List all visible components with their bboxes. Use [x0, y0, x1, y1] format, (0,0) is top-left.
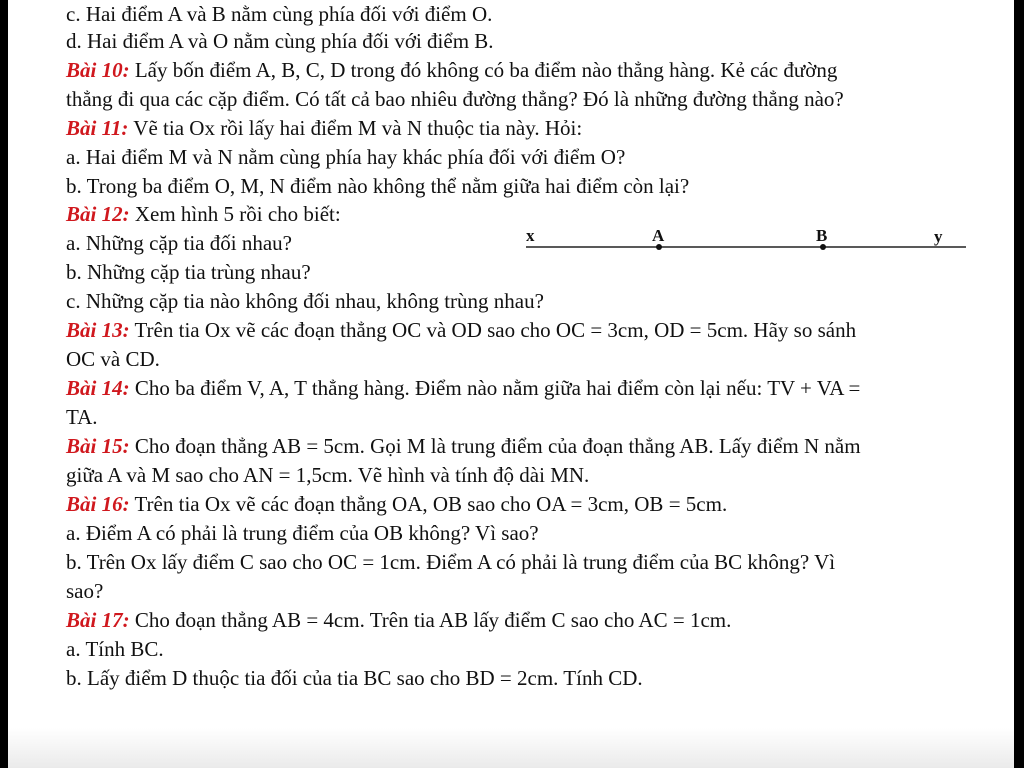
exercise-13-heading: Bài 13: Trên tia Ox vẽ các đoạn thẳng OC và OD sao cho OC = 3cm, OD = 5cm. Hãy so sánh — [66, 318, 857, 342]
figure-5-svg — [518, 222, 978, 262]
text-line: b. Trên Ox lấy điểm C sao cho OC = 1cm. Điểm A có phải là trung điểm của BC không? Vì — [66, 550, 836, 574]
text-line: a. Điểm A có phải là trung điểm của OB không? Vì sao? — [66, 521, 539, 545]
text-line: giữa A và M sao cho AN = 1,5cm. Vẽ hình và tính độ dài MN. — [66, 463, 590, 487]
text-line: c. Những cặp tia nào không đối nhau, không trùng nhau? — [66, 289, 544, 313]
exercise-label: Bài 12: — [66, 202, 130, 226]
exercise-label: Bài 13: — [66, 318, 130, 342]
exercise-12-heading: Bài 12: Xem hình 5 rồi cho biết: — [66, 202, 341, 226]
text-line: a. Những cặp tia đối nhau? — [66, 231, 292, 255]
text-line: thẳng đi qua các cặp điểm. Có tất cả bao nhiêu đường thẳng? Đó là những đường thẳng nào? — [66, 87, 844, 111]
exercise-11-heading: Bài 11: Vẽ tia Ox rồi lấy hai điểm M và N thuộc tia này. Hỏi: — [66, 116, 583, 140]
text-line: TA. — [66, 405, 98, 429]
exercise-14-heading: Bài 14: Cho ba điểm V, A, T thẳng hàng. Điểm nào nằm giữa hai điểm còn lại nếu: TV + VA = — [66, 376, 861, 400]
exercise-label: Bài 15: — [66, 434, 130, 458]
text-line: c. Hai điểm A và B nằm cùng phía đối với điểm O. — [66, 2, 493, 26]
exercise-10-heading: Bài 10: Lấy bốn điểm A, B, C, D trong đó không có ba điểm nào thẳng hàng. Kẻ các đường — [66, 58, 838, 82]
figure-5-line-diagram — [518, 222, 978, 262]
label-x: x — [526, 226, 535, 245]
exercise-label: Bài 11: — [66, 116, 129, 140]
text-line: a. Tính BC. — [66, 637, 164, 661]
text-line: a. Hai điểm M và N nằm cùng phía hay khác phía đối với điểm O? — [66, 145, 626, 169]
exercise-label: Bài 17: — [66, 608, 130, 632]
text-line: b. Lấy điểm D thuộc tia đối của tia BC sao cho BD = 2cm. Tính CD. — [66, 666, 643, 690]
text-line: d. Hai điểm A và O nằm cùng phía đối với điểm B. — [66, 29, 494, 53]
text-line: b. Những cặp tia trùng nhau? — [66, 260, 311, 284]
exercise-17-heading: Bài 17: Cho đoạn thẳng AB = 4cm. Trên tia AB lấy điểm C sao cho AC = 1cm. — [66, 608, 732, 632]
document-page — [8, 0, 1014, 768]
text-line: sao? — [66, 579, 104, 603]
label-a: A — [652, 226, 665, 245]
label-b: B — [816, 226, 828, 245]
text-line: OC và CD. — [66, 347, 160, 371]
label-y: y — [934, 227, 943, 246]
exercise-16-heading: Bài 16: Trên tia Ox vẽ các đoạn thẳng OA, OB sao cho OA = 3cm, OB = 5cm. — [66, 492, 728, 516]
exercise-label: Bài 10: — [66, 58, 130, 82]
text-line: b. Trong ba điểm O, M, N điểm nào không thể nằm giữa hai điểm còn lại? — [66, 174, 690, 198]
exercise-15-heading: Bài 15: Cho đoạn thẳng AB = 5cm. Gọi M là trung điểm của đoạn thẳng AB. Lấy điểm N nằm — [66, 434, 861, 458]
exercise-label: Bài 16: — [66, 492, 130, 516]
exercise-label: Bài 14: — [66, 376, 130, 400]
